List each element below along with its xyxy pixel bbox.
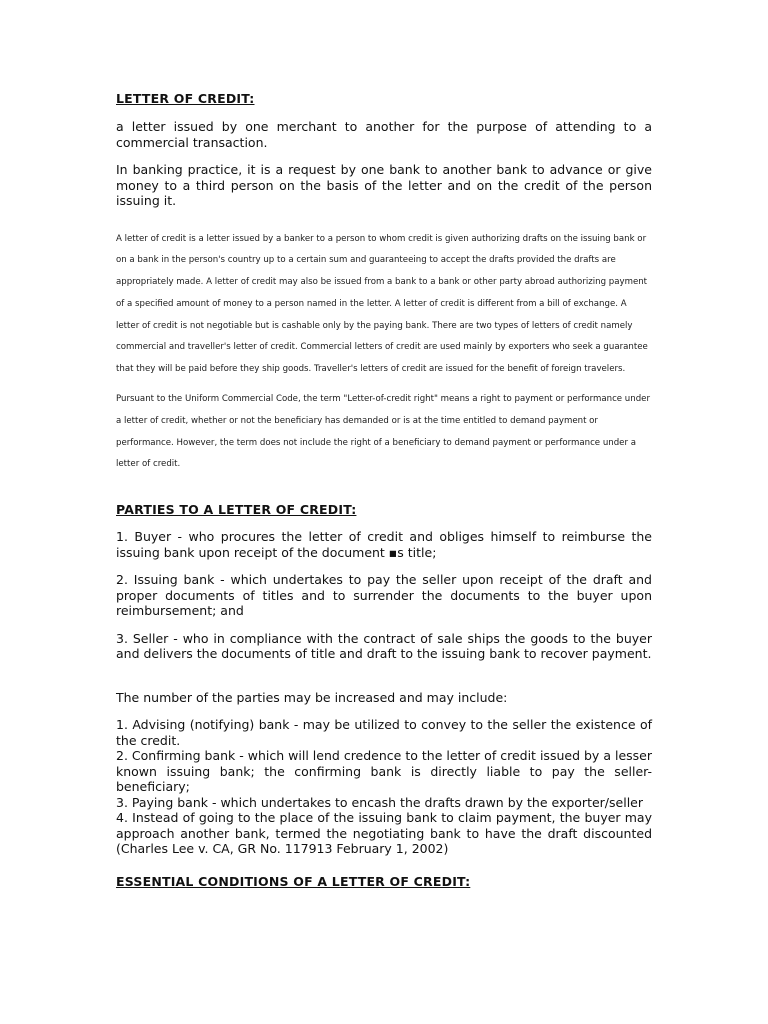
small-text-letter-of-credit: A letter of credit is a letter issued by a banker to a person to whom credit is given authorizing drafts on the issuing bank or on a bank in the person's country up to a certain sum and guaranteeing to accept the drafts provided the drafts are appropriately made. A letter of credit may also be issued from a bank to a bank or other party abroad authorizing payment of a specified amount of money to a person named in the letter. A letter of credit is different from a bill of exchange. A letter of credit is not negotiable but is cashable only by the paying bank. There are two types of letters of credit namely commercial and traveller's letter of credit. Commercial letters of credit are used mainly by exporters who seek a guarantee that they will be paid before they ship goods. Traveller's letters of credit are issued for the benefit of foreign travelers. xyxy=(116,233,648,375)
definition-banking: In banking practice, it is a request by one bank to another bank to advance or give money to a third person on the basis of the letter and on the credit of the person issuing it. xyxy=(116,162,652,208)
party-buyer: 1. Buyer - who procures the letter of credit and obliges himself to reimburse the issuing bank upon receipt of the document ▪s title; xyxy=(116,529,652,560)
parties-intro: The number of the parties may be increased and may include: xyxy=(116,689,508,705)
list-item: 1. Advising (notifying) bank - may be utilized to convey to the seller the existence of the credit. xyxy=(116,717,652,748)
heading-parties: PARTIES TO A LETTER OF CREDIT: xyxy=(116,502,357,518)
definition-merchant: a letter issued by one merchant to another for the purpose of attending to a commercial transaction. xyxy=(116,119,652,150)
list-item: 2. Confirming bank - which will lend credence to the letter of credit issued by a lesser known issuing bank; the confirming bank is directly liable to pay the seller-beneficiary; xyxy=(116,748,652,795)
list-item: 3. Paying bank - which undertakes to encash the drafts drawn by the exporter/seller xyxy=(116,794,643,810)
additional-parties-list xyxy=(116,717,652,857)
small-text-ucc: Pursuant to the Uniform Commercial Code, the term "Letter-of-credit right" means a right to payment or performance under a letter of credit, whether or not the beneficiary has demanded or is at the time entitled to demand payment or performance. However, the term does not include the right of a beneficiary to demand payment or performance under a letter of credit. xyxy=(116,394,650,470)
document-page xyxy=(116,91,652,902)
heading-letter-of-credit: LETTER OF CREDIT: xyxy=(116,91,255,106)
list-item: 4. Instead of going to the place of the issuing bank to claim payment, the buyer may approach another bank, termed the negotiating bank to have the draft discounted (Charles Lee v. CA, GR No. 117913 February 1, 2002) xyxy=(116,810,652,857)
heading-essential-conditions: ESSENTIAL CONDITIONS OF A LETTER OF CREDIT: xyxy=(116,873,471,889)
party-issuing-bank: 2. Issuing bank - which undertakes to pay the seller upon receipt of the draft and proper documents of titles and to surrender the documents to the buyer upon reimbursement; and xyxy=(116,572,652,619)
party-seller: 3. Seller - who in compliance with the contract of sale ships the goods to the buyer and delivers the documents of title and draft to the issuing bank to recover payment. xyxy=(116,630,652,662)
